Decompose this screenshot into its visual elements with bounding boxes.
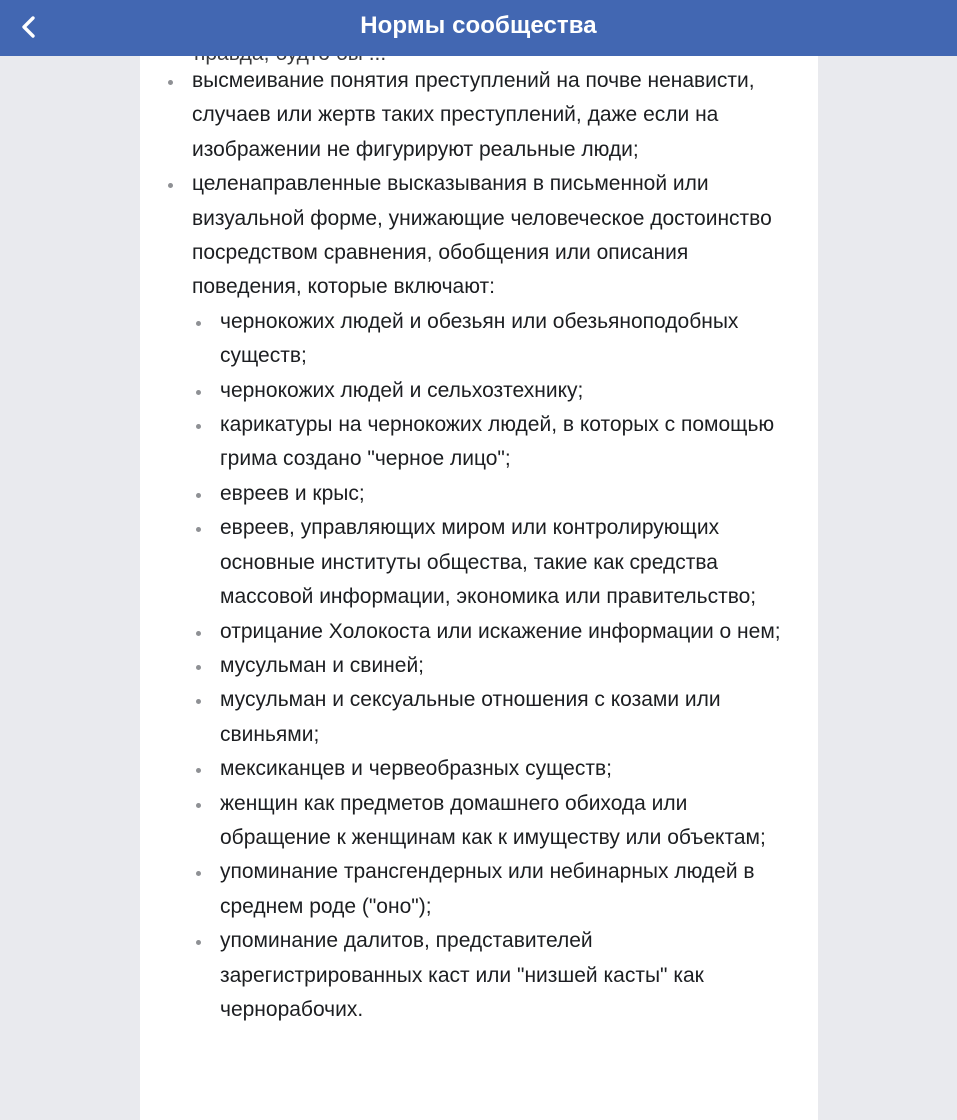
sub-list-item-text: евреев, управляющих миром или контролирующих основные институты общества, такие как средства массовой информации, экономика или правительство; [220, 516, 757, 609]
bullet-icon [196, 424, 201, 429]
sub-list-item [192, 752, 794, 786]
sub-list-item [192, 374, 794, 408]
list-item [140, 167, 818, 1027]
bullet-icon [196, 768, 201, 773]
sub-list-item [192, 683, 794, 752]
bullet-icon [196, 803, 201, 808]
sub-list-item-text: чернокожих людей и сельхозтехнику; [220, 378, 584, 402]
sub-list-item-text: упоминание трансгендерных или небинарных людей в среднем роде ("оно"); [220, 860, 755, 918]
sub-list-item-text: отрицание Холокоста или искажение информации о нем; [220, 619, 781, 643]
sub-list-item [192, 615, 794, 649]
bullet-icon [168, 183, 173, 188]
bullet-icon [196, 321, 201, 326]
sub-list-item-text: мусульман и свиней; [220, 653, 425, 677]
sub-list-item [192, 924, 794, 1027]
bullet-icon [196, 940, 201, 945]
list-item-text: высмеивание понятия преступлений на почве ненависти, случаев или жертв таких преступлений, даже если на изображении не фигурируют реальные люди; [192, 69, 755, 161]
list-item [140, 64, 818, 167]
rules-list [140, 64, 818, 1027]
page-title: Нормы сообщества [360, 12, 597, 39]
sub-list-item-text: женщин как предметов домашнего обихода или обращение к женщинам как к имуществу или объектам; [220, 791, 766, 849]
sub-list-item-text: мусульман и сексуальные отношения с козами или свиньями; [220, 688, 721, 746]
top-bar [0, 0, 957, 56]
bullet-icon [196, 665, 201, 670]
sub-list-item [192, 408, 794, 477]
sub-list-item-text: карикатуры на чернокожих людей, в которых с помощью грима создано "черное лицо"; [220, 413, 775, 471]
sub-list-item-text: чернокожих людей и обезьян или обезьяноподобных существ; [220, 309, 739, 368]
sub-list-item [192, 649, 794, 683]
bullet-icon [196, 871, 201, 876]
bullet-icon [168, 80, 173, 85]
content-card [140, 40, 818, 1120]
sub-list-item [192, 511, 794, 614]
bullet-icon [196, 699, 201, 704]
list-item-text: целенаправленные высказывания в письменной или визуальной форме, унижающие человеческое достоинство посредством сравнения, обобщения или описания поведения, которые включают: [192, 172, 772, 299]
sub-list-item-text: евреев и крыс; [220, 481, 365, 505]
bullet-icon [196, 631, 201, 636]
sub-list [192, 305, 794, 1028]
sub-list-item [192, 477, 794, 511]
bullet-icon [196, 527, 201, 532]
sub-list-item [192, 855, 794, 924]
sub-list-item [192, 305, 794, 374]
bullet-icon [196, 390, 201, 395]
sub-list-item-text: упоминание далитов, представителей зарегистрированных каст или "низшей касты" как чернорабочих. [220, 929, 704, 1021]
bullet-icon [196, 493, 201, 498]
sub-list-item [192, 787, 794, 856]
sub-list-item-text: мексиканцев и червеобразных существ; [220, 757, 612, 781]
